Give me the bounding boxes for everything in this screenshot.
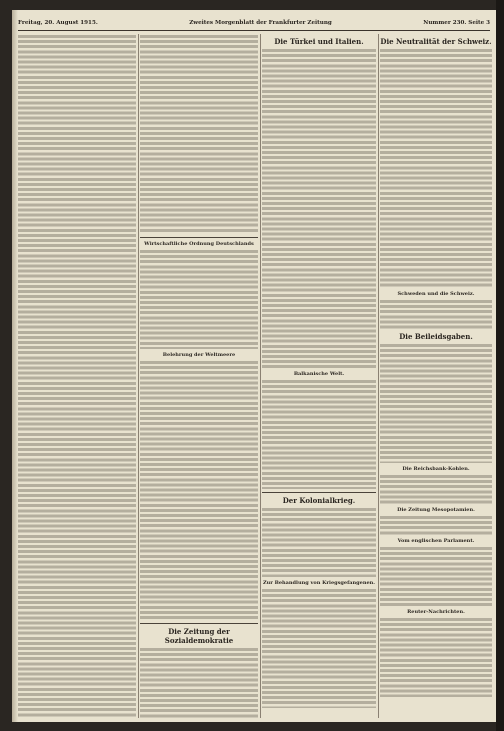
text-block: [140, 647, 258, 718]
text-block: [380, 617, 492, 697]
text-block: [380, 546, 492, 606]
page-header: [18, 16, 490, 31]
text-block: [380, 343, 492, 463]
text-block: [262, 379, 376, 489]
section-heading: Die Zeitung der Sozialdemokratie: [164, 627, 234, 645]
header-paper-title: Zweites Morgenblatt der Frankfurter Zeitung: [189, 20, 332, 26]
section-heading: Reuter-Nachrichten.: [407, 609, 465, 615]
text-block: [140, 360, 258, 620]
section-heading: Die Beileidsgaben.: [399, 332, 473, 341]
section-heading: Die Reichsbank-Kohlen.: [402, 466, 470, 472]
section-heading: Schweden und die Schweiz.: [397, 291, 475, 297]
section-heading: Belehrung der Weltmeere: [162, 352, 236, 358]
text-block: [380, 515, 492, 535]
section-heading: Balkanische Welt.: [293, 371, 345, 377]
column-4: [380, 34, 492, 718]
column-rule: [260, 34, 261, 718]
column-rule: [378, 34, 379, 718]
text-block: [380, 299, 492, 329]
column-1-text-block: [18, 34, 136, 718]
text-block: [262, 588, 376, 708]
divider: [262, 492, 376, 493]
section-heading: Die Zeitung Mesopotamien.: [397, 507, 475, 513]
section-heading: Der Kolonialkrieg.: [282, 496, 356, 505]
section-heading: Zur Behandlung von Kriegsgefangenen.: [262, 580, 376, 586]
page-edge-shadow: [496, 0, 504, 731]
section-heading: Die Neutralität der Schweiz.: [380, 37, 492, 46]
column-1: [18, 34, 136, 718]
text-block: [380, 474, 492, 504]
header-page-number: Nummer 230. Seite 3: [423, 20, 490, 26]
section-heading: Die Türkei und Italien.: [274, 37, 364, 46]
text-block: [140, 34, 258, 234]
text-block: [262, 507, 376, 577]
column-rule: [138, 34, 139, 718]
divider: [140, 623, 258, 624]
text-block: [140, 249, 258, 349]
newspaper-page: [12, 10, 496, 722]
text-block: [262, 48, 376, 368]
column-3: [262, 34, 376, 718]
header-date: Freitag, 20. August 1915.: [18, 20, 98, 26]
section-heading: Vom englischen Parlament.: [397, 538, 475, 544]
text-block: [380, 48, 492, 288]
column-2: [140, 34, 258, 718]
section-heading: Wirtschaftliche Ordnung Deutschlands: [144, 241, 254, 247]
divider: [140, 237, 258, 238]
